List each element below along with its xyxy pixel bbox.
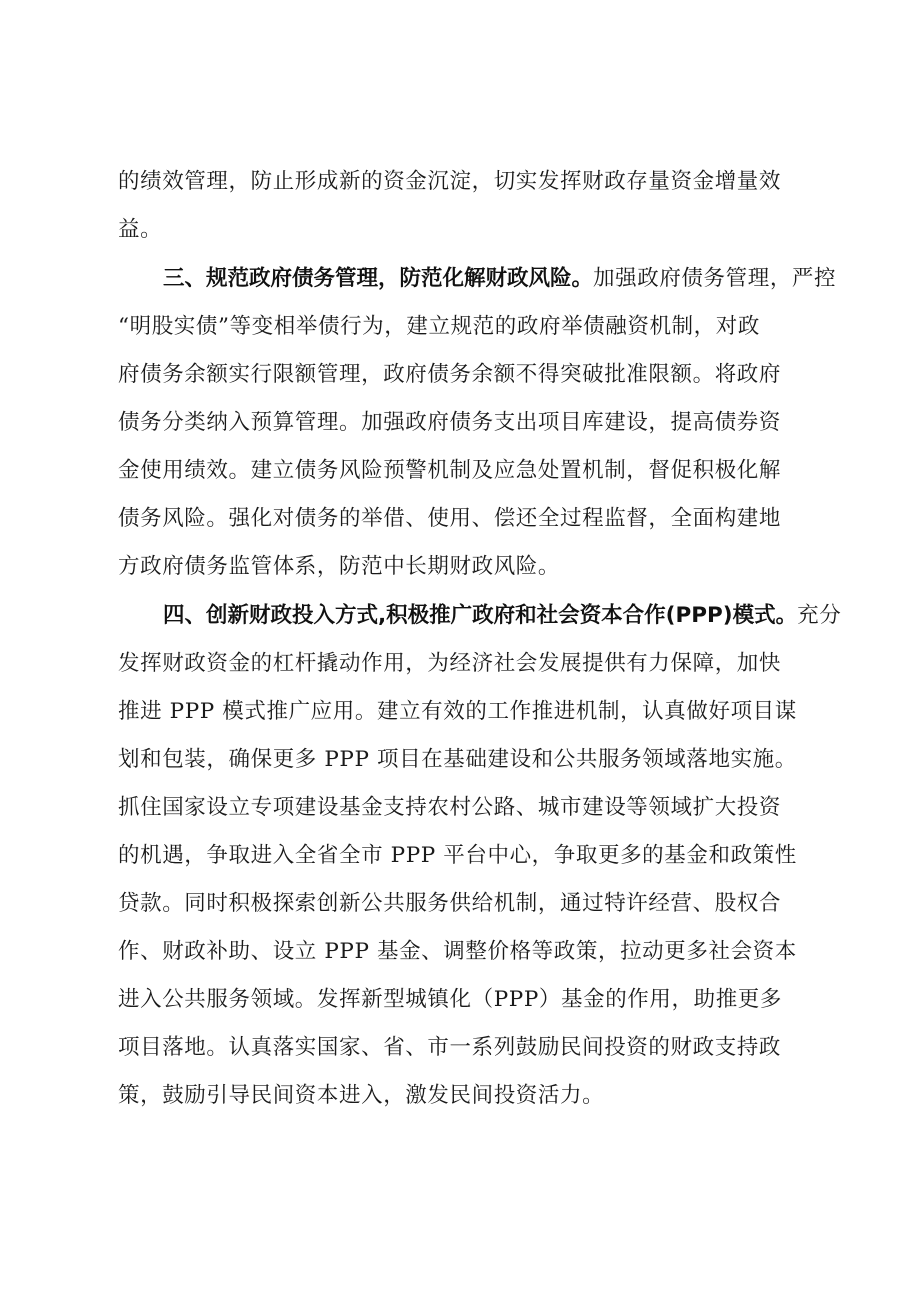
text-line: 府债务余额实行限额管理，政府债务余额不得突破批准限额。将政府: [118, 362, 782, 387]
text-line: 策，鼓励引导民间资本进入，激发民间投资活力。: [118, 1083, 605, 1108]
text-line: 贷款。同时积极探索创新公共服务供给机制，通过特许经营、股权合: [118, 891, 782, 916]
text-line: 债务风险。强化对债务的举借、使用、偿还全过程监督，全面构建地: [118, 506, 782, 531]
text-line: 金使用绩效。建立债务风险预警机制及应急处置机制，督促积极化解: [118, 458, 782, 483]
text-line: 方政府债务监管体系，防范中长期财政风险。: [118, 554, 561, 579]
text-line: 划和包装，确保更多 PPP 项目在基础建设和公共服务领域落地实施。: [118, 747, 797, 772]
text-line: 推进 PPP 模式推广应用。建立有效的工作推进机制，认真做好项目谋: [118, 699, 797, 724]
section-heading: 四、创新财政投入方式,积极推广政府和社会资本合作(PPP)模式。: [163, 603, 798, 628]
text-line: 作、财政补助、设立 PPP 基金、调整价格等政策，拉动更多社会资本: [118, 939, 797, 964]
text-line: 项目落地。认真落实国家、省、市一系列鼓励民间投资的财政支持政: [118, 1035, 782, 1060]
text-line: 债务分类纳入预算管理。加强政府债务支出项目库建设，提高债券资: [118, 410, 782, 435]
text-line: 抓住国家设立专项建设基金支持农村公路、城市建设等领域扩大投资: [118, 795, 782, 820]
text-span: 加强政府债务管理，严控: [593, 266, 837, 291]
paragraph-first-line: [163, 596, 920, 636]
text-line: 的绩效管理，防止形成新的资金沉淀，切实发挥财政存量资金增量效: [118, 169, 782, 194]
text-line: 益。: [118, 217, 163, 242]
text-line: 进入公共服务领域。发挥新型城镇化（PPP）基金的作用，助推更多: [118, 987, 783, 1012]
section-heading: 三、规范政府债务管理，防范化解财政风险。: [163, 266, 594, 291]
text-line: “明股实债”等变相举债行为，建立规范的政府举债融资机制，对政: [118, 314, 760, 339]
text-span: 充分: [797, 603, 842, 628]
text-line: 的机遇，争取进入全省全市 PPP 平台中心，争取更多的基金和政策性: [118, 843, 797, 868]
text-line: 发挥财政资金的杠杆撬动作用，为经济社会发展提供有力保障，加快: [118, 651, 782, 676]
